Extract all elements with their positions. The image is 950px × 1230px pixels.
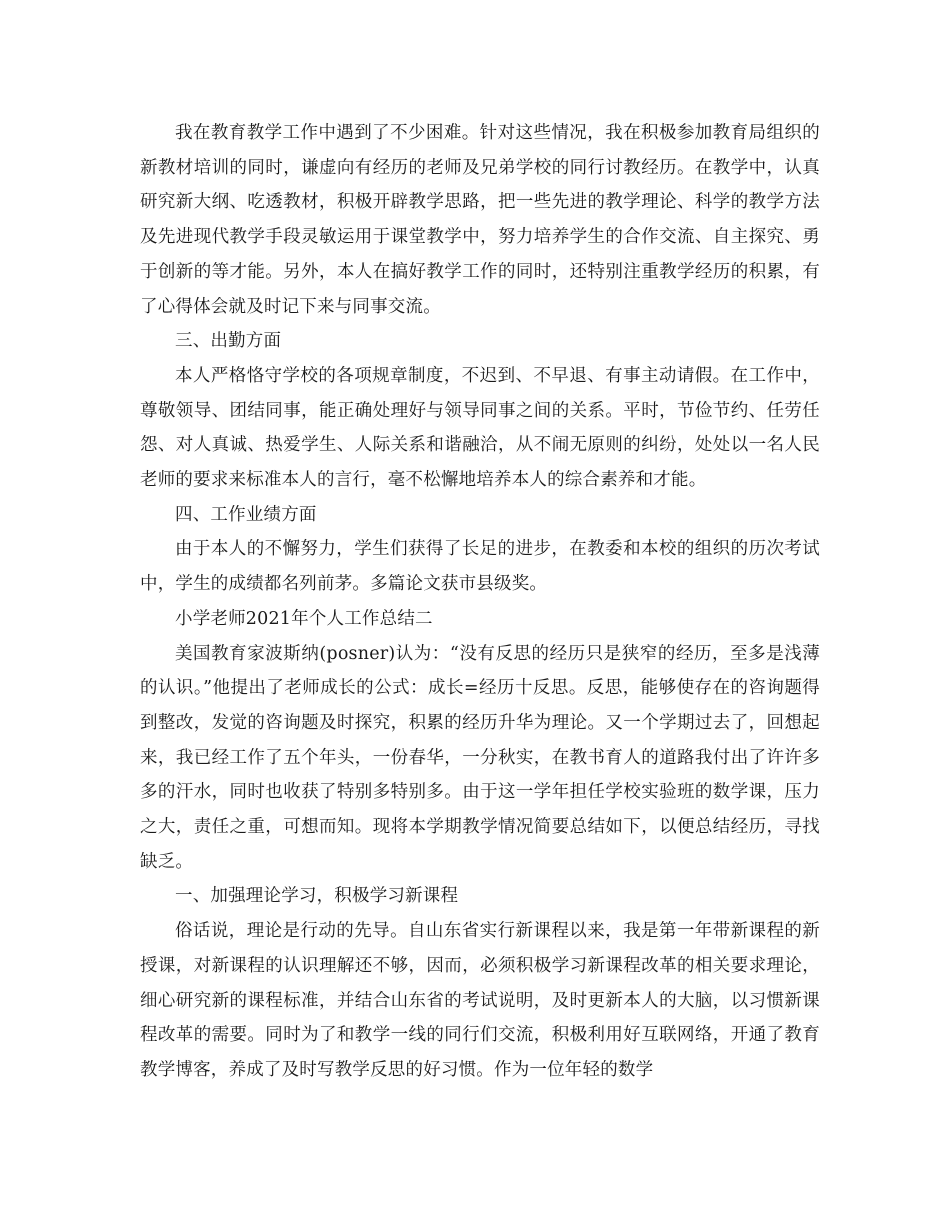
- document-subtitle-summary-two: 小学老师2021年个人工作总结二: [175, 608, 433, 629]
- paragraph-theory-study: 俗话说，理论是行动的先导。自山东省实行新课程以来，我是第一年带新课程的新授课，对新课程的认识理解还不够，因而，必须积极学习新课程改革的相关要求理论，细心研究新的课程标准，并结合山东省的考试说明，及时更新本人的大脑，以习惯新课程改革的需要。同时为了和教学一线的同行们交流，积极利用好互联网络，开通了教育教学博客，养成了及时写教学反思的好习惯。作为一位年轻的数学: [140, 921, 820, 1080]
- section-heading-theory-study: 一、加强理论学习，积极学习新课程: [175, 886, 459, 907]
- section-heading-achievements: 四、工作业绩方面: [175, 504, 317, 525]
- paragraph-reflection: 美国教育家波斯纳(posner)认为：“没有反思的经历只是狭窄的经历，至多是浅薄的认识。”他提出了老师成长的公式：成长=经历十反思。反思，能够使存在的咨询题得到整改，发觉的咨询题及时探究，积累的经历升华为理论。又一个学期过去了，回想起来，我已经工作了五个年头，一份春华，一分秋实，在教书育人的道路我付出了许许多多的汗水，同时也收获了特别多特别多。由于这一学年担任学校实验班的数学课，压力之大，责任之重，可想而知。现将本学期教学情况简要总结如下，以便总结经历，寻找缺乏。: [140, 643, 820, 872]
- paragraph-attendance: 本人严格恪守学校的各项规章制度，不迟到、不早退、有事主动请假。在工作中，尊敬领导、团结同事，能正确处理好与领导同事之间的关系。平时，节俭节约、任劳任怨、对人真诚、热爱学生、人际关系和谐融洽，从不闹无原则的纠纷，处处以一名人民老师的要求来标准本人的言行，毫不松懈地培养本人的综合素养和才能。: [140, 365, 820, 491]
- paragraph-teaching-experience: 我在教育教学工作中遇到了不少困难。针对这些情况，我在积极参加教育局组织的新教材培训的同时，谦虚向有经历的老师及兄弟学校的同行讨教经历。在教学中，认真研究新大纲、吃透教材，积极开辟教学思路，把一些先进的教学理论、科学的教学方法及先进现代教学手段灵敏运用于课堂教学中，努力培养学生的合作交流、自主探究、勇于创新的等才能。另外，本人在搞好教学工作的同时，还特别注重教学经历的积累，有了心得体会就及时记下来与同事交流。: [140, 123, 820, 317]
- paragraph-achievements: 由于本人的不懈努力，学生们获得了长足的进步，在教委和本校的组织的历次考试中，学生的成绩都名列前茅。多篇论文获市县级奖。: [140, 539, 820, 595]
- section-heading-attendance: 三、出勤方面: [175, 331, 282, 352]
- document-body: [140, 116, 820, 1088]
